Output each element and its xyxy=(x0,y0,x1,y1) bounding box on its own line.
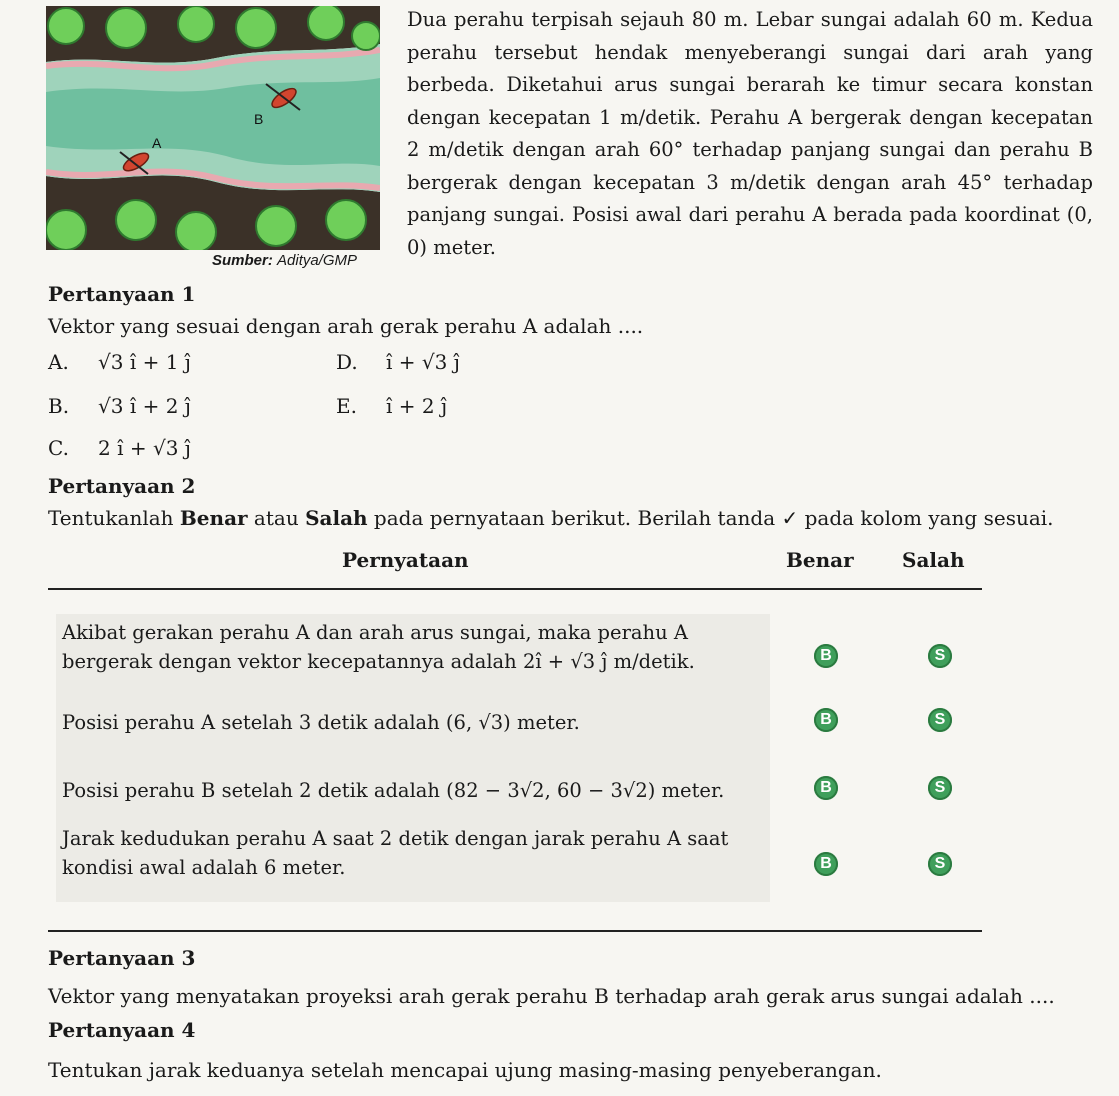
row-4-salah-button[interactable]: S xyxy=(928,852,952,876)
row-1-salah-button[interactable]: S xyxy=(928,644,952,668)
label-b: B xyxy=(254,111,264,127)
q3-title: Pertanyaan 3 xyxy=(48,946,196,970)
row-2-salah-button[interactable]: S xyxy=(928,708,952,732)
col-statement-header: Pernyataan xyxy=(342,548,469,572)
option-expr: 2 î + √3 ĵ xyxy=(98,436,191,460)
q2-title: Pertanyaan 2 xyxy=(48,474,196,498)
intro-paragraph: Dua perahu terpisah sejauh 80 m. Lebar sungai adalah 60 m. Kedua perahu tersebut hendak menyeberangi sungai dari arah yang berbeda. Diketahui arus sungai berarah ke timur secara konstan dengan kecepatan 1 m/detik. Perahu A bergerak dengan kecepatan 2 m/detik dengan arah 60° terhadap panjang sungai dan perahu B bergerak dengan kecepatan 3 m/detik dengan arah 45° terhadap panjang sungai. Posisi awal dari perahu A berada pada koordinat (0, 0) meter. xyxy=(407,8,1093,259)
river-drawing xyxy=(46,6,380,250)
q2-atau: atau xyxy=(247,506,306,530)
table-row-4-text: Jarak kedudukan perahu A saat 2 detik dengan jarak perahu A saat kondisi awal adalah 6 meter. xyxy=(62,827,729,879)
option-expr: √3 î + 1 ĵ xyxy=(98,350,191,374)
option-expr: î + √3 ĵ xyxy=(386,350,460,374)
table-row-2-text: Posisi perahu A setelah 3 detik adalah (6, √3) meter. xyxy=(62,711,580,734)
col-false-header: Salah xyxy=(902,548,965,572)
q1-option-e[interactable] xyxy=(336,394,447,418)
caption-prefix: Sumber: xyxy=(212,252,273,269)
q2-instruction xyxy=(48,506,1054,530)
q2-text-after: pada pernyataan berikut. Berilah tanda ✓ pada kolom yang sesuai. xyxy=(367,506,1054,530)
row-3-benar-button[interactable]: B xyxy=(814,776,838,800)
q1-option-b[interactable] xyxy=(48,394,191,418)
option-label: A. xyxy=(48,350,69,374)
q1-option-d[interactable] xyxy=(336,350,460,374)
option-label: D. xyxy=(336,350,358,374)
q2-benar: Benar xyxy=(179,506,248,530)
q4-text: Tentukan jarak keduanya setelah mencapai ujung masing-masing penyeberangan. xyxy=(48,1058,882,1082)
option-label: C. xyxy=(48,436,69,460)
table-row-1-text: Akibat gerakan perahu A dan arah arus sungai, maka perahu A bergerak dengan vektor kecepatannya adalah 2î + √3 ĵ m/detik. xyxy=(62,621,695,673)
option-label: B. xyxy=(48,394,70,418)
river-illustration xyxy=(46,6,380,250)
row-2-benar-button[interactable]: B xyxy=(814,708,838,732)
q2-text-before: Tentukanlah xyxy=(48,506,180,530)
row-1-benar-button[interactable]: B xyxy=(814,644,838,668)
row-3-salah-button[interactable]: S xyxy=(928,776,952,800)
table-top-rule xyxy=(48,588,982,590)
q2-salah: Salah xyxy=(305,506,368,530)
q1-title: Pertanyaan 1 xyxy=(48,282,196,306)
row-4-benar-button[interactable]: B xyxy=(814,852,838,876)
table-bottom-rule xyxy=(48,930,982,932)
q3-text: Vektor yang menyatakan proyeksi arah gerak perahu B terhadap arah gerak arus sungai adalah .... xyxy=(48,984,1055,1008)
label-a: A xyxy=(152,135,162,151)
q1-option-c[interactable] xyxy=(48,436,191,460)
col-true-header: Benar xyxy=(786,548,854,572)
q1-text: Vektor yang sesuai dengan arah gerak perahu A adalah .... xyxy=(48,314,644,338)
figure-caption xyxy=(212,252,357,269)
table-row-3-text: Posisi perahu B setelah 2 detik adalah (82 − 3√2, 60 − 3√2) meter. xyxy=(62,779,725,802)
caption-source: Aditya/GMP xyxy=(277,252,358,269)
q1-option-a[interactable] xyxy=(48,350,191,374)
option-expr: î + 2 ĵ xyxy=(386,394,448,418)
q4-title: Pertanyaan 4 xyxy=(48,1018,196,1042)
option-label: E. xyxy=(336,394,357,418)
option-expr: √3 î + 2 ĵ xyxy=(98,394,191,418)
